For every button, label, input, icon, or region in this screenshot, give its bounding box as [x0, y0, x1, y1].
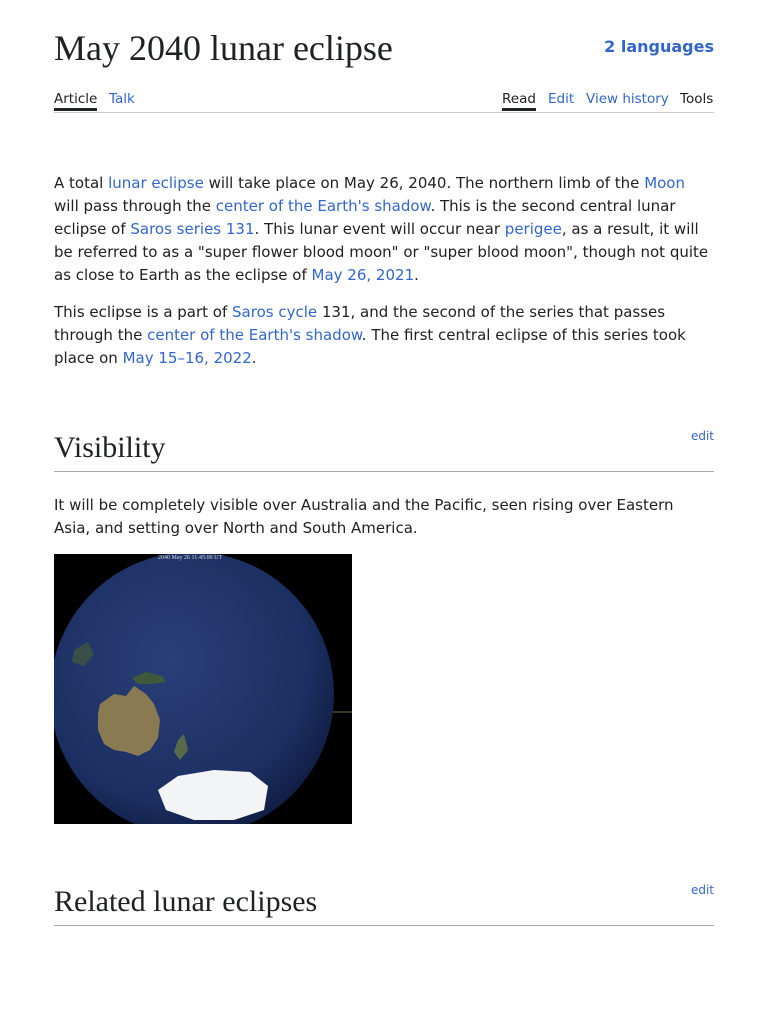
related-eclipses-edit-link[interactable]: edit	[690, 883, 714, 897]
text-span: , as a result, it will be referred to as a "super flower blood moon" or "super blood moon", though not quite as close to Earth as the eclipse of	[54, 220, 709, 284]
intro-paragraph-1	[54, 172, 714, 287]
text-span: 131, and the second of the series that passes through the	[54, 303, 666, 344]
visibility-heading: Visibility	[54, 431, 166, 464]
page-title: May 2040 lunar eclipse	[54, 28, 393, 68]
text-span: . This lunar event will occur near	[254, 220, 505, 238]
article-page	[54, 0, 714, 918]
perigee-link[interactable]: perigee	[504, 220, 562, 238]
language-selector-button[interactable]: 2 languages	[604, 37, 714, 56]
visibility-section-heading	[54, 428, 714, 472]
lunar-eclipse-link[interactable]: lunar eclipse	[108, 174, 204, 192]
tab-article[interactable]: Article	[54, 90, 97, 111]
related-eclipses-heading: Related lunar eclipses	[54, 885, 318, 918]
moon-link[interactable]: Moon	[644, 174, 685, 192]
text-span: . This is the second central lunar eclipse of	[54, 197, 676, 238]
tab-talk[interactable]: Talk	[109, 91, 135, 107]
related-eclipses-section-heading	[54, 882, 714, 926]
text-span: This eclipse is a part of	[54, 303, 233, 321]
earths-shadow-link-2[interactable]: center of the Earth's shadow	[147, 326, 362, 344]
text-span: . The first central eclipse of this series took place on	[54, 326, 686, 367]
map-timestamp: 2040 May 26 11:45:00 UT	[158, 555, 223, 561]
may-2021-eclipse-link[interactable]: May 26, 2021	[311, 266, 415, 284]
text-span: .	[251, 349, 257, 367]
text-span: will take place on May 26, 2040. The northern limb of the	[203, 174, 645, 192]
eclipse-map-image	[54, 554, 352, 824]
visibility-edit-link[interactable]: edit	[690, 429, 714, 443]
tab-edit[interactable]: Edit	[548, 91, 575, 107]
may-2022-eclipse-link[interactable]: May 15–16, 2022	[122, 349, 252, 367]
saros-cycle-link[interactable]: Saros cycle	[232, 303, 318, 321]
tab-view-history[interactable]: View history	[586, 91, 669, 107]
tools-menu-button[interactable]: Tools	[680, 91, 714, 107]
visibility-text: It will be completely visible over Australia and the Pacific, seen rising over Eastern Asia, and setting over North and South America.	[54, 496, 674, 537]
text-span: A total	[54, 174, 109, 192]
text-span: will pass through the	[54, 197, 216, 215]
tab-read[interactable]: Read	[502, 90, 536, 111]
title-row	[54, 0, 714, 90]
page-tabs	[54, 90, 714, 113]
eclipse-visibility-map[interactable]	[54, 554, 352, 824]
saros-series-131-link[interactable]: Saros series 131	[130, 220, 255, 238]
intro-paragraph-2	[54, 301, 714, 370]
earths-shadow-link[interactable]: center of the Earth's shadow	[215, 197, 431, 215]
text-span: .	[414, 266, 419, 284]
